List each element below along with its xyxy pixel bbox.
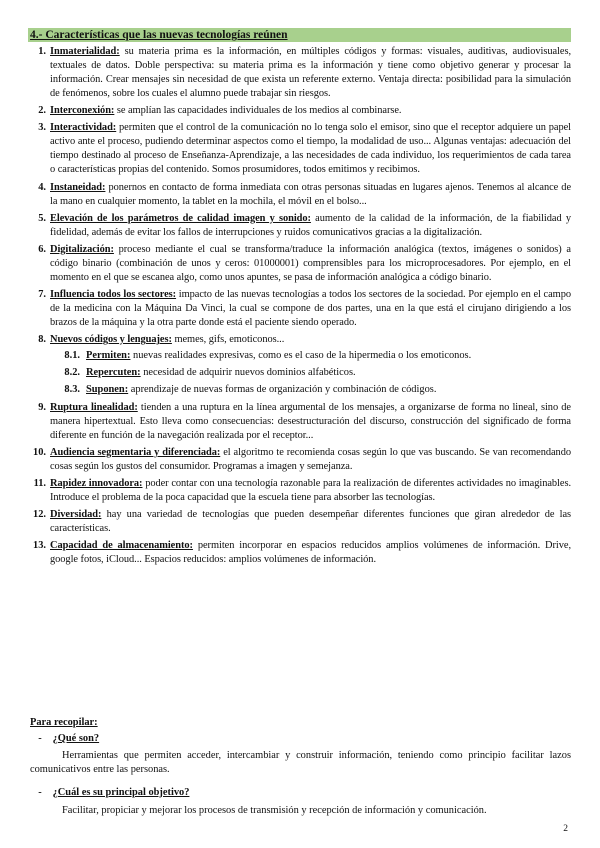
list-item-description: ponernos en contacto de forma inmediata con otras personas situadas en lugares ajenos. Tenemos al alcance de la mano en cualquier momento, la tablet en la mochila, el móvil en el bolso... <box>50 181 571 207</box>
sub-list-item-term: Repercuten: <box>86 367 141 379</box>
list-item-term: Diversidad: <box>50 509 102 521</box>
question-what-are-they <box>30 732 99 746</box>
list-item-number: 13. <box>33 540 46 552</box>
list-item-number: 5. <box>38 212 46 224</box>
list-item-text <box>50 104 571 118</box>
list-item-text <box>50 333 571 347</box>
recap-title: Para recopilar: <box>30 717 98 728</box>
list-item <box>0 121 600 177</box>
sub-list-item <box>50 383 600 397</box>
list-item <box>0 539 600 567</box>
list-item-term: Inmaterialidad: <box>50 46 120 57</box>
sub-list-item-term: Permiten: <box>86 350 131 362</box>
list-item-number: 4. <box>38 181 46 193</box>
list-item-number: 10. <box>33 446 46 458</box>
list-item-description: permiten incorporar en espacios reducidos amplios volúmenes de información. Drive, google fotos, iCloud... Espacios reducidos: amplios volúmenes de información. <box>50 540 572 566</box>
answer-text: Herramientas que permiten acceder, intercambiar y construir información, teniendo como principio facilitar lazos comunicativos entre las personas. <box>30 750 571 775</box>
bullet-dash: - <box>38 787 42 798</box>
list-item <box>0 181 600 209</box>
list-item-description: permiten que el control de la comunicación no lo tenga solo el emisor, sino que el receptor adquiere un papel activo ante el proceso, pudiendo determinar aspectos como el tiempo, la modalidad de uso... Algunas ventajas: adecuación del tiempo destinado al proceso de Enseñanza-Aprendizaje, a las necesidades de cada individuo, los requerimientos de cada tarea o características propias del contenido. Somos prosumidores, todos emitimos y recibimos. <box>50 122 571 176</box>
answer-text: Facilitar, propiciar y mejorar los procesos de transmisión y recepción de información y comunicación. <box>62 805 487 816</box>
list-item-term: Capacidad de almacenamiento: <box>50 540 193 552</box>
page-number: 2 <box>563 824 568 834</box>
list-item-term: Influencia todos los sectores: <box>50 289 177 301</box>
list-item-text <box>50 539 571 567</box>
list-item-description: se amplían las capacidades individuales de los medios al combinarse. <box>114 105 402 117</box>
list-item-term: Ruptura linealidad: <box>50 401 138 413</box>
list-item-text <box>50 181 571 209</box>
sub-list-item-text <box>86 383 436 397</box>
list-item <box>0 446 600 474</box>
list-item-text <box>50 446 571 474</box>
list-item <box>0 243 600 285</box>
sub-list-item-number: 8.2. <box>64 367 80 379</box>
bullet-dash: - <box>38 733 42 744</box>
sub-list <box>50 349 600 397</box>
list-item-text <box>50 45 571 101</box>
list-item-number: 8. <box>38 334 46 346</box>
list-item-number: 2. <box>38 105 46 117</box>
list-item-description: memes, gifs, emoticonos... <box>171 334 285 346</box>
sub-list-item-term: Suponen: <box>86 384 129 396</box>
list-item-description: el algoritmo te recomienda cosas según lo que vas buscando. Se van recomendando cosas según los gustos del consumidor. Programas a imagen y semejanza. <box>50 446 571 472</box>
list-item-description: impacto de las nuevas tecnologías a todos los sectores de la sociedad. Por ejemplo en el campo de la medicina con la Máquina Da Vinci, la cual se compone de dos partes, una en la que está el cirujano dirigiendo a los brazos de la máquina y la otra parte donde está el paciente siendo operado. <box>50 289 571 329</box>
list-item-number: 7. <box>38 289 46 301</box>
sub-list-item-description: aprendizaje de nuevas formas de organización y combinación de códigos. <box>128 384 437 396</box>
list-item-term: Interactividad: <box>50 122 117 134</box>
list-item-description: aumento de la calidad de la información, de la fiabilidad y fidelidad, además de evitar los fallos de interrupciones y ruidos comunicativos gracias a la digitalización. <box>50 212 571 238</box>
list-item-description: poder contar con una tecnología razonable para la realización de diferentes actividades no imaginables. Introduce el problema de la poca capacidad que la escuela tiene para absorber las tecnologías. <box>50 477 571 503</box>
list-item-term: Rapidez innovadora: <box>50 477 143 489</box>
list-item-description: hay una variedad de tecnologías que pueden desempeñar diferentes funciones que giran alrededor de las características. <box>50 509 571 535</box>
list-item-text <box>50 212 571 240</box>
list-item <box>0 104 600 118</box>
characteristics-list <box>0 45 600 570</box>
sub-list-item-description: nuevas realidades expresivas, como es el caso de la hipermedia o los emoticonos. <box>130 350 472 362</box>
list-item-text <box>50 508 571 536</box>
list-item-description: proceso mediante el cual se transforma/traduce la información analógica (textos, imágenes o sonidos) a código binario (combinación de unos y ceros: 01000001) comprensibles para los microprocesadores. Por ejemplo, en el momento en el que se escanea algo, como unos apuntes, se pasa de información analógica a código binario. <box>50 243 571 283</box>
list-item <box>0 45 600 101</box>
list-item-text <box>50 243 571 285</box>
list-item-number: 6. <box>38 243 46 255</box>
list-item-description: su materia prima es la información, en múltiples códigos y formas: visuales, auditivas, audiovisuales, textuales de datos. Doble perspectiva: su materia prima es la información y tiene como objetivo generar y procesar la información. Crear mensajes sin necesidad de que exista un referente externo. Ventaja directa: posibilidad para la simulación de fenómenos, sobre los cuales el alumno puede trabajar sin riesgos. <box>50 46 571 99</box>
sub-list-item-description: necesidad de adquirir nuevos dominios alfabéticos. <box>140 367 356 379</box>
list-item-text <box>50 401 571 443</box>
sub-list-item-text <box>86 349 471 363</box>
list-item-term: Audiencia segmentaria y diferenciada: <box>50 446 221 458</box>
list-item <box>0 508 600 536</box>
list-item <box>0 401 600 443</box>
list-item-description: tienden a una ruptura en la línea argumental de los mensajes, a organizarse de forma no lineal, sino de manera hipertextual. Esto lleva como consecuencias: desestructuración del discurso, construcción del significado de forma diferente en función de la navegación realizada por el receptor... <box>50 401 571 441</box>
list-item-term: Elevación de los parámetros de calidad imagen y sonido: <box>50 212 311 224</box>
list-item-term: Interconexión: <box>50 105 115 117</box>
question-text: ¿Cuál es su principal objetivo? <box>52 787 190 798</box>
sub-list-item-text <box>86 366 356 380</box>
list-item-number: 1. <box>38 46 46 57</box>
list-item-term: Instaneidad: <box>50 181 106 193</box>
sub-list-item-number: 8.3. <box>64 384 80 396</box>
list-item-text <box>50 477 571 505</box>
list-item-number: 12. <box>33 509 46 521</box>
sub-list-item <box>50 349 600 363</box>
sub-list-item <box>50 366 600 380</box>
list-item <box>0 288 600 330</box>
list-item-text <box>50 121 571 177</box>
question-text: ¿Qué son? <box>52 733 100 744</box>
list-item <box>0 212 600 240</box>
section-heading: 4.- Características que las nuevas tecnologías reúnen <box>30 29 288 41</box>
list-item <box>0 333 600 397</box>
list-item-number: 3. <box>38 122 46 134</box>
list-item-number: 9. <box>38 401 46 413</box>
question-main-objective <box>30 786 189 800</box>
sub-list-item-number: 8.1. <box>64 350 80 362</box>
list-item-number: 11. <box>33 477 46 489</box>
list-item-term: Nuevos códigos y lenguajes: <box>50 334 172 346</box>
list-item-text <box>50 288 571 330</box>
list-item-term: Digitalización: <box>50 243 114 255</box>
list-item <box>0 477 600 505</box>
